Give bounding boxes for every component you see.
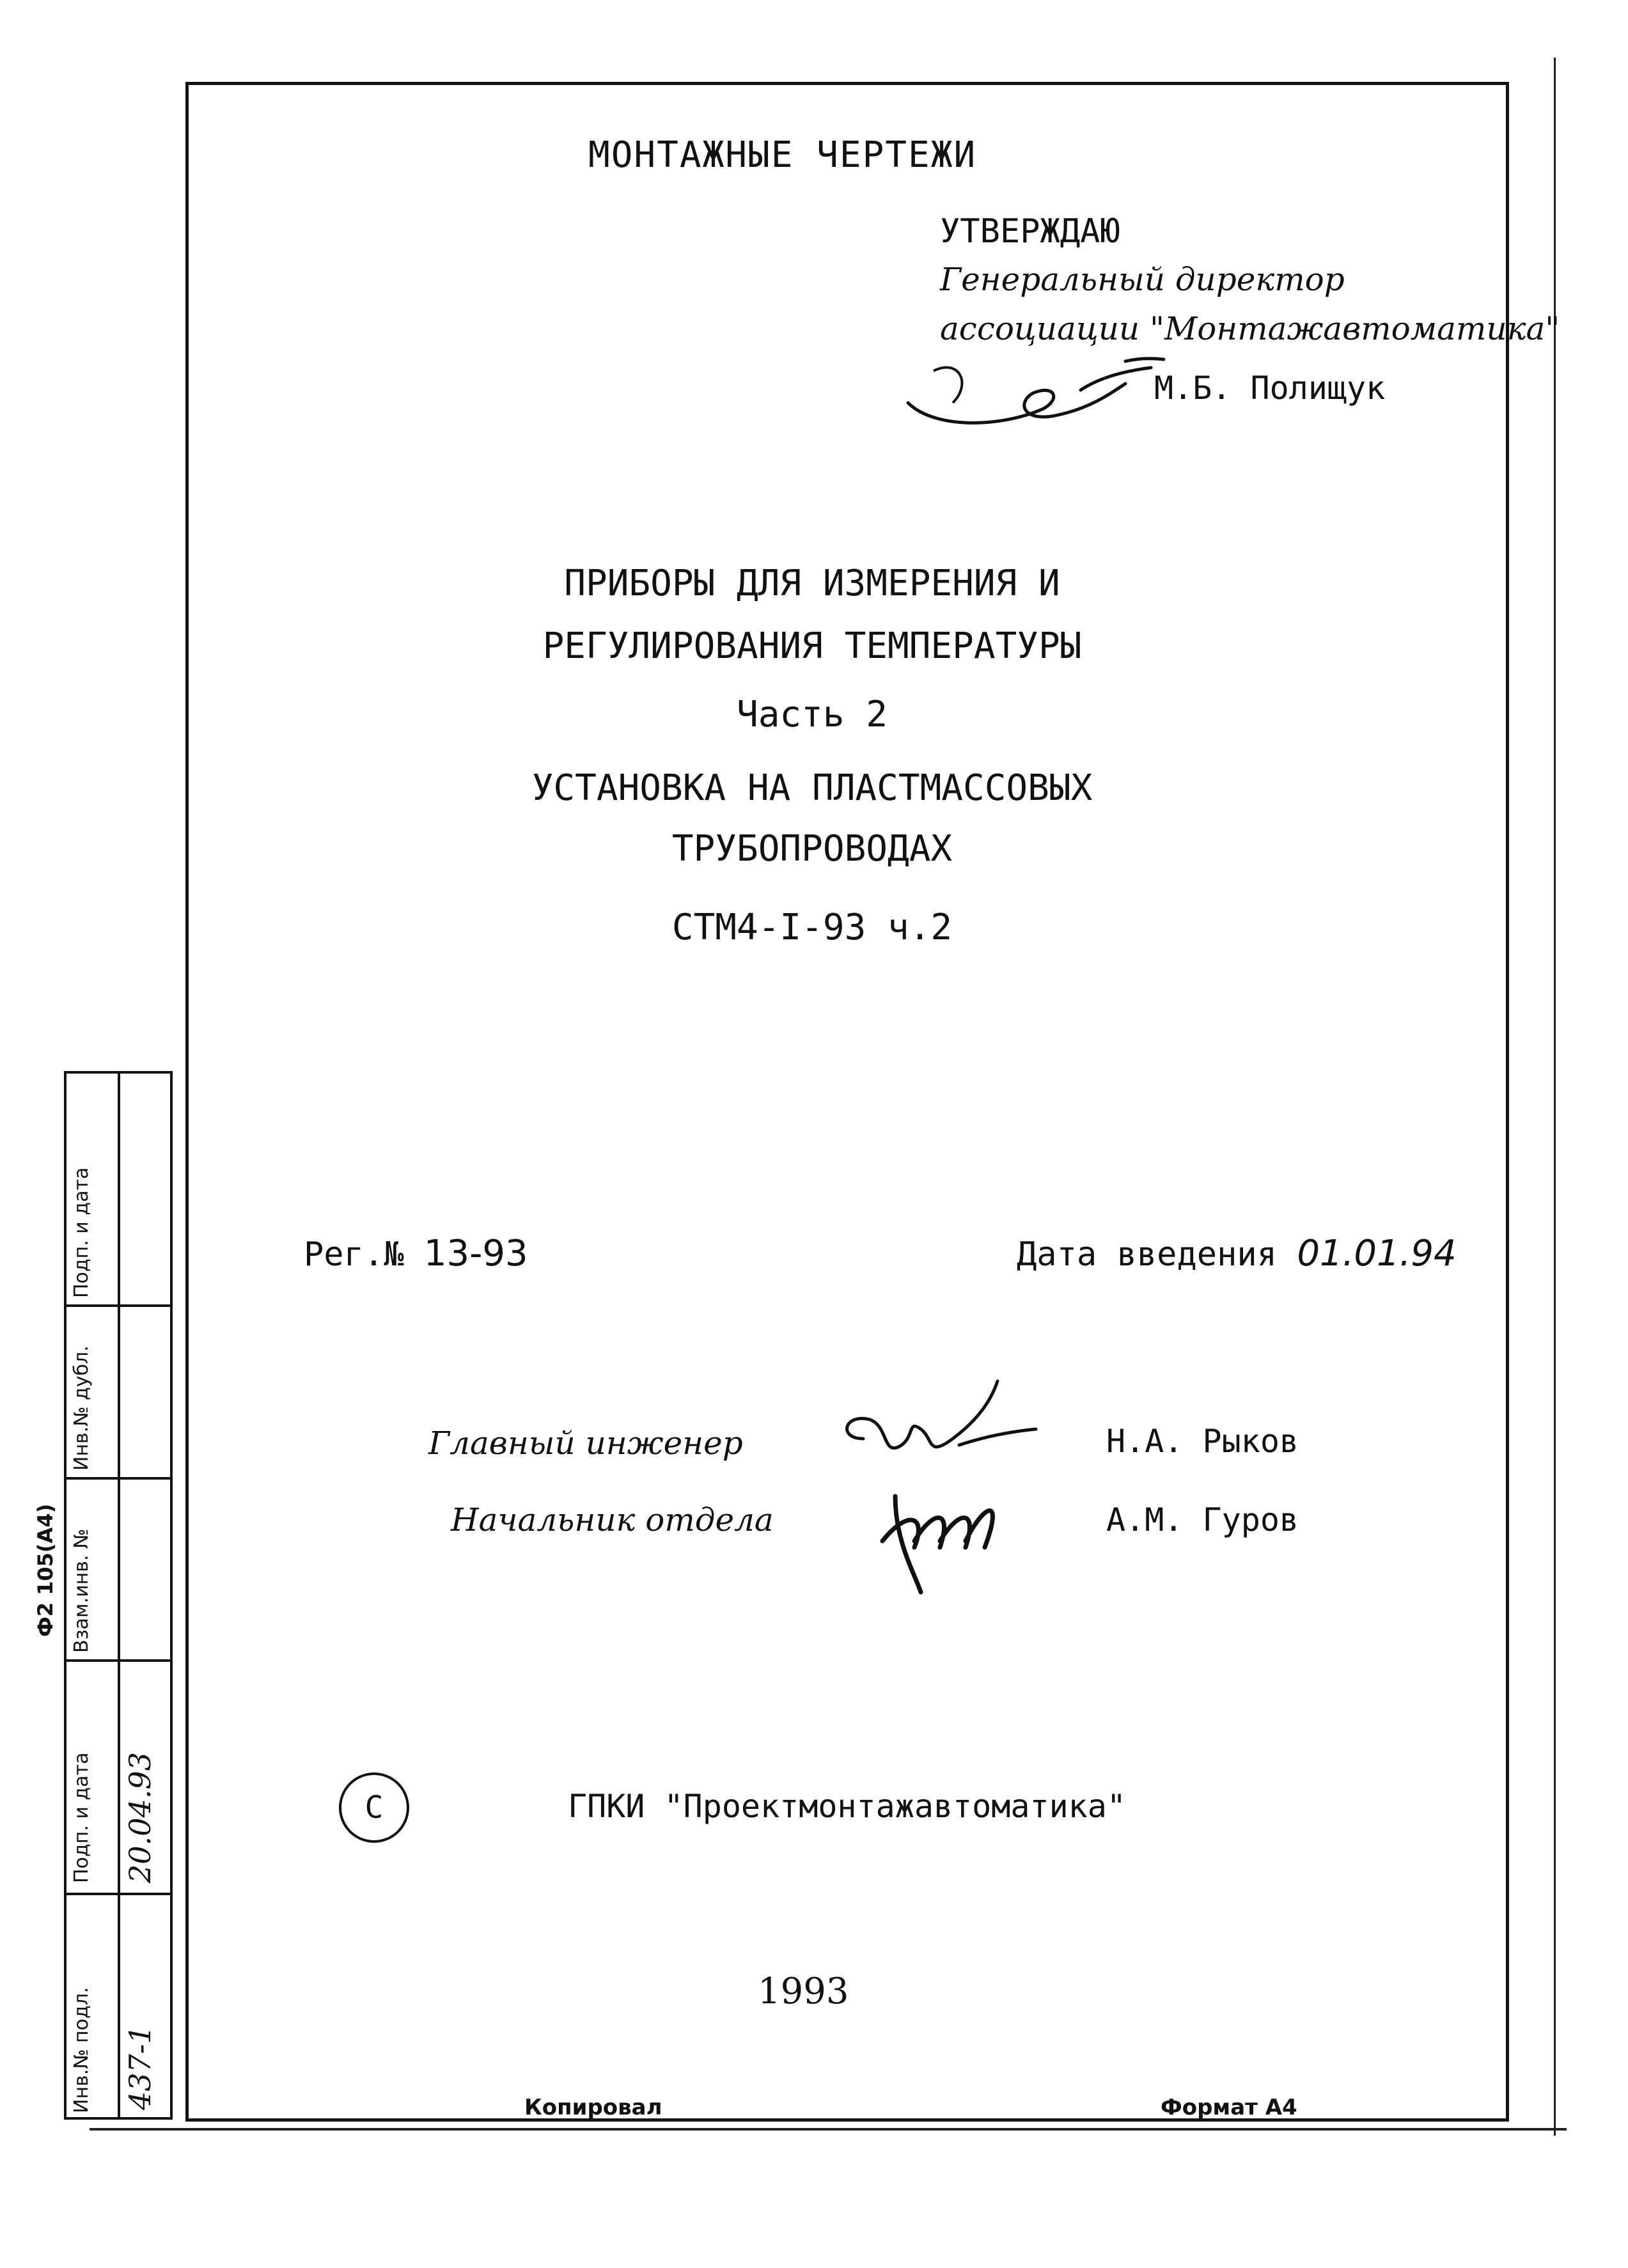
director-signature: [895, 332, 1189, 448]
form-code: Ф2 105(А4): [33, 1503, 58, 1637]
title-line-1: ПРИБОРЫ ДЛЯ ИЗМЕРЕНИЯ И: [564, 563, 1060, 604]
signatory-name-chief-engineer: Н.А. Рыков: [1106, 1423, 1299, 1460]
footer-copied-by: Копировал: [524, 2095, 662, 2120]
director-name: М.Б. Полищук: [1154, 370, 1386, 407]
stamp-row-line: [64, 1304, 173, 1307]
signatory-name-department-head: А.М. Гуров: [1106, 1501, 1299, 1538]
stamp-row-line: [64, 1659, 173, 1662]
approval-position: Генеральный директор: [940, 261, 1345, 298]
signatory-role-chief-engineer: Главный инженер: [428, 1425, 743, 1462]
organization-name: ГПКИ "Проектмонтажавтоматика": [568, 1788, 1126, 1825]
subtitle-line-2: ТРУБОПРОВОДАХ: [671, 828, 953, 870]
title-line-2: РЕГУЛИРОВАНИЯ ТЕМПЕРАТУРЫ: [542, 625, 1082, 667]
right-trim-line: [1554, 58, 1556, 2136]
signatory-role-department-head: Начальник отдела: [451, 1501, 774, 1538]
year: 1993: [758, 1971, 849, 2012]
stamp-row-line: [64, 1893, 173, 1895]
registration-number: [304, 1233, 528, 1274]
footer-format: Формат А4: [1161, 2095, 1297, 2120]
introduction-date: [1017, 1233, 1457, 1274]
copyright-mark: С: [339, 1772, 409, 1843]
approval-title: УТВЕРЖДАЮ: [940, 212, 1120, 251]
approval-organization: ассоциации "Монтажавтоматика": [940, 310, 1560, 347]
department-head-signature: [857, 1471, 1023, 1599]
introduction-date-label: Дата введения: [1017, 1235, 1277, 1274]
stamp-inventory-number: 437-1: [123, 2025, 157, 2110]
stamp-signature-date-value: 20.04.93: [123, 1752, 157, 1883]
registration-value: 13-93: [423, 1233, 528, 1274]
introduction-date-value: 01.01.94: [1297, 1233, 1457, 1274]
subtitle-line-1: УСТАНОВКА НА ПЛАСТМАССОВЫХ: [531, 767, 1093, 809]
stamp-label-duplicate-inventory: Инв.№ дубл.: [70, 1345, 93, 1471]
stamp-label-signature-date-2: Подп. и дата: [70, 1167, 93, 1298]
registration-label: Рег.№: [304, 1235, 404, 1274]
stamp-row-line: [64, 1477, 173, 1480]
stamp-label-original-inventory: Инв.№ подл.: [70, 1987, 93, 2113]
stamp-label-replacement-inventory: Взам.инв. №: [70, 1528, 93, 1653]
document-code: СТМ4-I-93 ч.2: [671, 907, 953, 948]
side-stamp-divider: [118, 1071, 120, 2120]
bottom-trim-line: [90, 2128, 1567, 2131]
chief-engineer-signature: [825, 1375, 1055, 1483]
stamp-label-signature-date: Подп. и дата: [70, 1752, 93, 1883]
part-number: Часть 2: [736, 694, 888, 735]
document-category: МОНТАЖНЫЕ ЧЕРТЕЖИ: [588, 134, 977, 176]
